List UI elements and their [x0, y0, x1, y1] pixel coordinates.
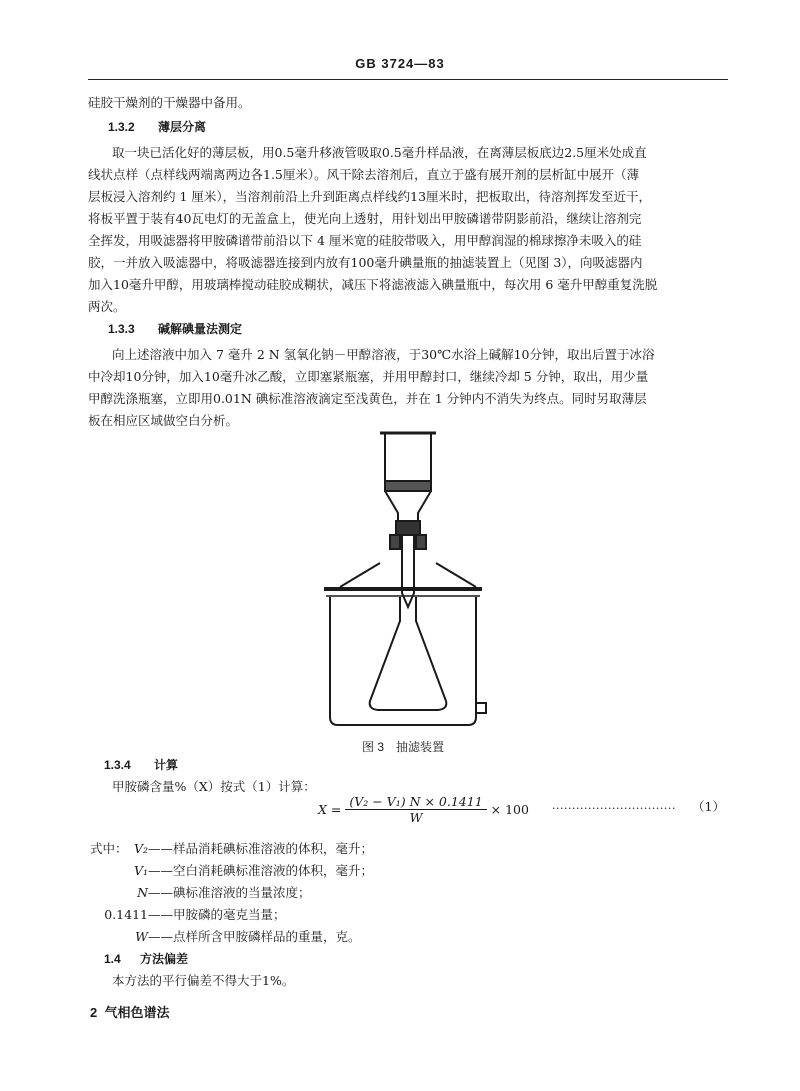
paragraph-line: 中冷却10分钟，加入10毫升冰乙酸，立即塞紧瓶塞，并用甲醇封口，继续冷却 5 分钟，取出，用少量 — [88, 369, 649, 384]
variable-description: ——样品消耗碘标准溶液的体积，毫升； — [148, 841, 374, 856]
variable-description: ——空白消耗碘标准溶液的体积，毫升； — [148, 863, 374, 878]
paragraph-line: 胶，一并放入吸滤器中，将吸滤器连接到内放有100毫升碘量瓶的抽滤装置上（见图 3），向吸滤器内 — [88, 255, 643, 270]
section-number: 1.3.3 — [108, 322, 135, 336]
page-footer — [90, 1002, 169, 1021]
formula-multiplier: × 100 — [490, 802, 529, 817]
header-rule — [88, 79, 728, 80]
formula — [318, 794, 529, 825]
paragraph-line: 加入10毫升甲醇，用玻璃棒搅动硅胶成糊状，减压下将滤液滤入碘量瓶中，每次用 6 毫升甲醇重复洗脱 — [88, 277, 658, 292]
variable-symbol: N — [137, 885, 148, 900]
footer-label: 气相色谱法 — [104, 1005, 170, 1020]
formula-intro: 甲胺磷含量%（X）按式（1）计算： — [112, 779, 316, 794]
section-1-4-heading — [104, 950, 188, 967]
funnel-taper — [385, 491, 431, 521]
formula-denominator: W — [409, 810, 423, 825]
section-number: 1.3.2 — [108, 120, 135, 134]
section-title: 碱解碘量法测定 — [158, 322, 243, 336]
variable-symbol: V₂ — [133, 841, 148, 856]
variable-symbol: 0.1411 — [104, 907, 148, 922]
section-title: 方法偏差 — [140, 952, 189, 966]
variable-row — [96, 860, 373, 882]
section-title: 计算 — [154, 758, 179, 772]
variable-row — [96, 882, 311, 904]
stopper — [396, 521, 420, 535]
paragraph-line: 线状点样（点样线两端离两边各1.5厘米）。风干除去溶剂后，直立于盛有展开剂的层析缸中展开（薄 — [88, 167, 640, 182]
document-header: GB 3724—83 — [355, 56, 445, 71]
variable-row — [96, 838, 373, 860]
paragraph-line: 两次。 — [88, 299, 126, 314]
variable-row — [96, 904, 286, 926]
section-number: 1.4 — [104, 952, 121, 966]
formula-fraction — [345, 794, 486, 825]
jar-body — [330, 597, 476, 725]
suction-filtration-apparatus-figure — [318, 425, 488, 730]
variable-symbol: W — [135, 929, 148, 944]
vacuum-outlet — [476, 703, 486, 713]
paragraph-line: 层板浸入溶剂约 1 厘米），当溶剂前沿上升到距离点样线约13厘米时，把板取出，待溶剂挥发至近干， — [88, 189, 652, 204]
page-number: 2 — [90, 1005, 98, 1020]
paragraph-line: 全挥发，用吸滤器将甲胺磷谱带前沿以下 4 厘米宽的硅胶带吸入，用甲醇润湿的棉球擦净未吸入的硅 — [88, 233, 642, 248]
formula-numerator: (V₂ − V₁) N × 0.1411 — [345, 794, 486, 810]
paragraph-line: 取一块已活化好的薄层板，用0.5毫升移液管吸取0.5毫升样品液，在离薄层板底边2.5厘米处成直 — [112, 145, 647, 160]
section-1-3-2-heading — [108, 118, 206, 135]
section-number: 1.3.4 — [104, 758, 131, 772]
side-arm-right — [416, 535, 426, 549]
figure-caption: 图 3 抽滤装置 — [362, 740, 445, 754]
paragraph-line: 将板平置于装有40瓦电灯的无盖盒上，使光向上透射，用针划出甲胺磷谱带阴影前沿，继续让溶剂完 — [88, 211, 642, 226]
section-title: 薄层分离 — [158, 120, 207, 134]
section-1-3-4-heading — [104, 756, 178, 773]
section-1-4-text: 本方法的平行偏差不得大于1%。 — [112, 973, 295, 988]
paragraph-line: 板在相应区域做空白分析。 — [88, 413, 239, 428]
paragraph-line: 向上述溶液中加入 7 毫升 2 N 氢氧化钠－甲醇溶液，于30℃水浴上碱解10分钟，取出后置于冰浴 — [112, 347, 655, 362]
variable-description: ——点样所含甲胺磷样品的重量，克。 — [148, 929, 361, 944]
variable-description: ——甲胺磷的毫克当量； — [148, 907, 286, 922]
where-label: 式中： — [90, 841, 128, 856]
side-arm-left — [390, 535, 400, 549]
jar-lid-shoulders — [340, 563, 476, 587]
iodine-flask — [370, 597, 447, 710]
variable-row — [96, 926, 361, 948]
continuation-line: 硅胶干燥剂的干燥器中备用。 — [88, 95, 251, 110]
paragraph-line: 甲醇洗涤瓶塞，立即用0.01N 碘标准溶液滴定至浅黄色，并在 1 分钟内不消失为终点。同时另取薄层 — [88, 391, 647, 406]
silica-band — [385, 481, 431, 491]
variable-symbol: V₁ — [133, 863, 148, 878]
equation-number: （1） — [692, 799, 725, 814]
variable-description: ——碘标准溶液的当量浓度； — [148, 885, 311, 900]
formula-lhs: X = — [318, 802, 342, 817]
section-1-3-3-heading — [108, 320, 242, 337]
leader-dots: ······························· — [552, 802, 676, 815]
